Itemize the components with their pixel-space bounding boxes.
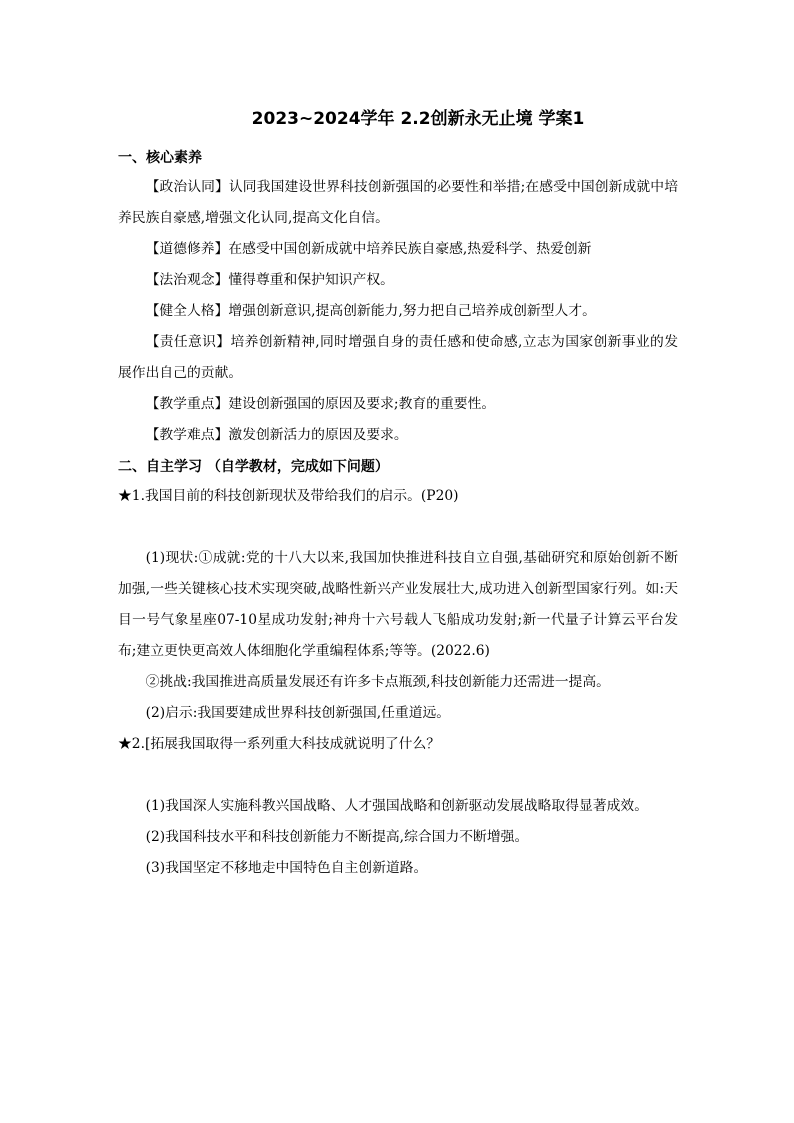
document-title: 2023~2024学年 2.2创新永无止境 学案1 [251,109,585,129]
section-heading-self-study: 二、自主学习 （自学教材，完成如下问题） [118,459,389,475]
answer-1-challenge: ②挑战:我国推进高质量发展还有许多卡点瓶颈,科技创新能力还需进一提高。 [145,674,610,690]
literacy-item-sound-personality: 【健全人格】增强创新意识,提高创新能力,努力把自己培养成创新型人才。 [145,303,596,319]
answer-2-point-3: (3)我国坚定不移地走中国特色自主创新道路。 [145,860,428,876]
literacy-item-moral-cultivation: 【道德修养】在感受中国创新成就中培养民族自豪感,热爱科学、热爱创新 [145,241,592,257]
document-page [118,104,678,884]
literacy-item-political-identity: 【政治认同】认同我国建设世界科技创新强国的必要性和举措;在感受中国创新成就中培养民族自豪感,增强文化认同,提高文化自信。 [118,179,678,226]
section-heading-core-literacy: 一、核心素养 [118,150,202,166]
literacy-item-rule-of-law: 【法治观念】懂得尊重和保护知识产权。 [145,272,394,288]
blank-line [118,760,678,791]
core-literacy-list [118,172,678,451]
answer-2-point-2: (2)我国科技水平和科技创新能力不断提高,综合国力不断增强。 [145,829,529,845]
question-2: ★2.[拓展我国取得一系列重大科技成就说明了什么？ [118,736,441,752]
teaching-difficulty: 【教学难点】激发创新活力的原因及要求。 [145,427,408,443]
answer-2-point-1: (1)我国深人实施科教兴国战略、人才强国战略和创新驱动发展战略取得显著成效。 [145,798,649,814]
literacy-item-responsibility: 【责任意识】培养创新精神,同时增强自身的责任感和使命感,立志为国家创新事业的发展作出自己的贡献。 [118,334,678,381]
blank-line [118,512,678,543]
teaching-key-point: 【教学重点】建设创新强国的原因及要求;教育的重要性。 [145,396,496,412]
answer-1-inspiration: (2)启示:我国要建成世界科技创新强国,任重道远。 [145,705,451,721]
answer-1-status: (1)现状:①成就:党的十八大以来,我国加快推进科技自立自强,基础研究和原始创新不断加强,一些关键核心技术实现突破,战略性新兴产业发展壮大,成功进入创新型国家行列。如:天目一号气象星座07-10星成功发射;神舟十六号载人飞船成功发射;新一代量子计算云平台发布;建立更快更高效人体细胞化学重编程体系;等等。(2022.6) [118,550,678,659]
question-1: ★1.我国目前的科技创新现状及带给我们的启示。(P20) [118,488,459,504]
